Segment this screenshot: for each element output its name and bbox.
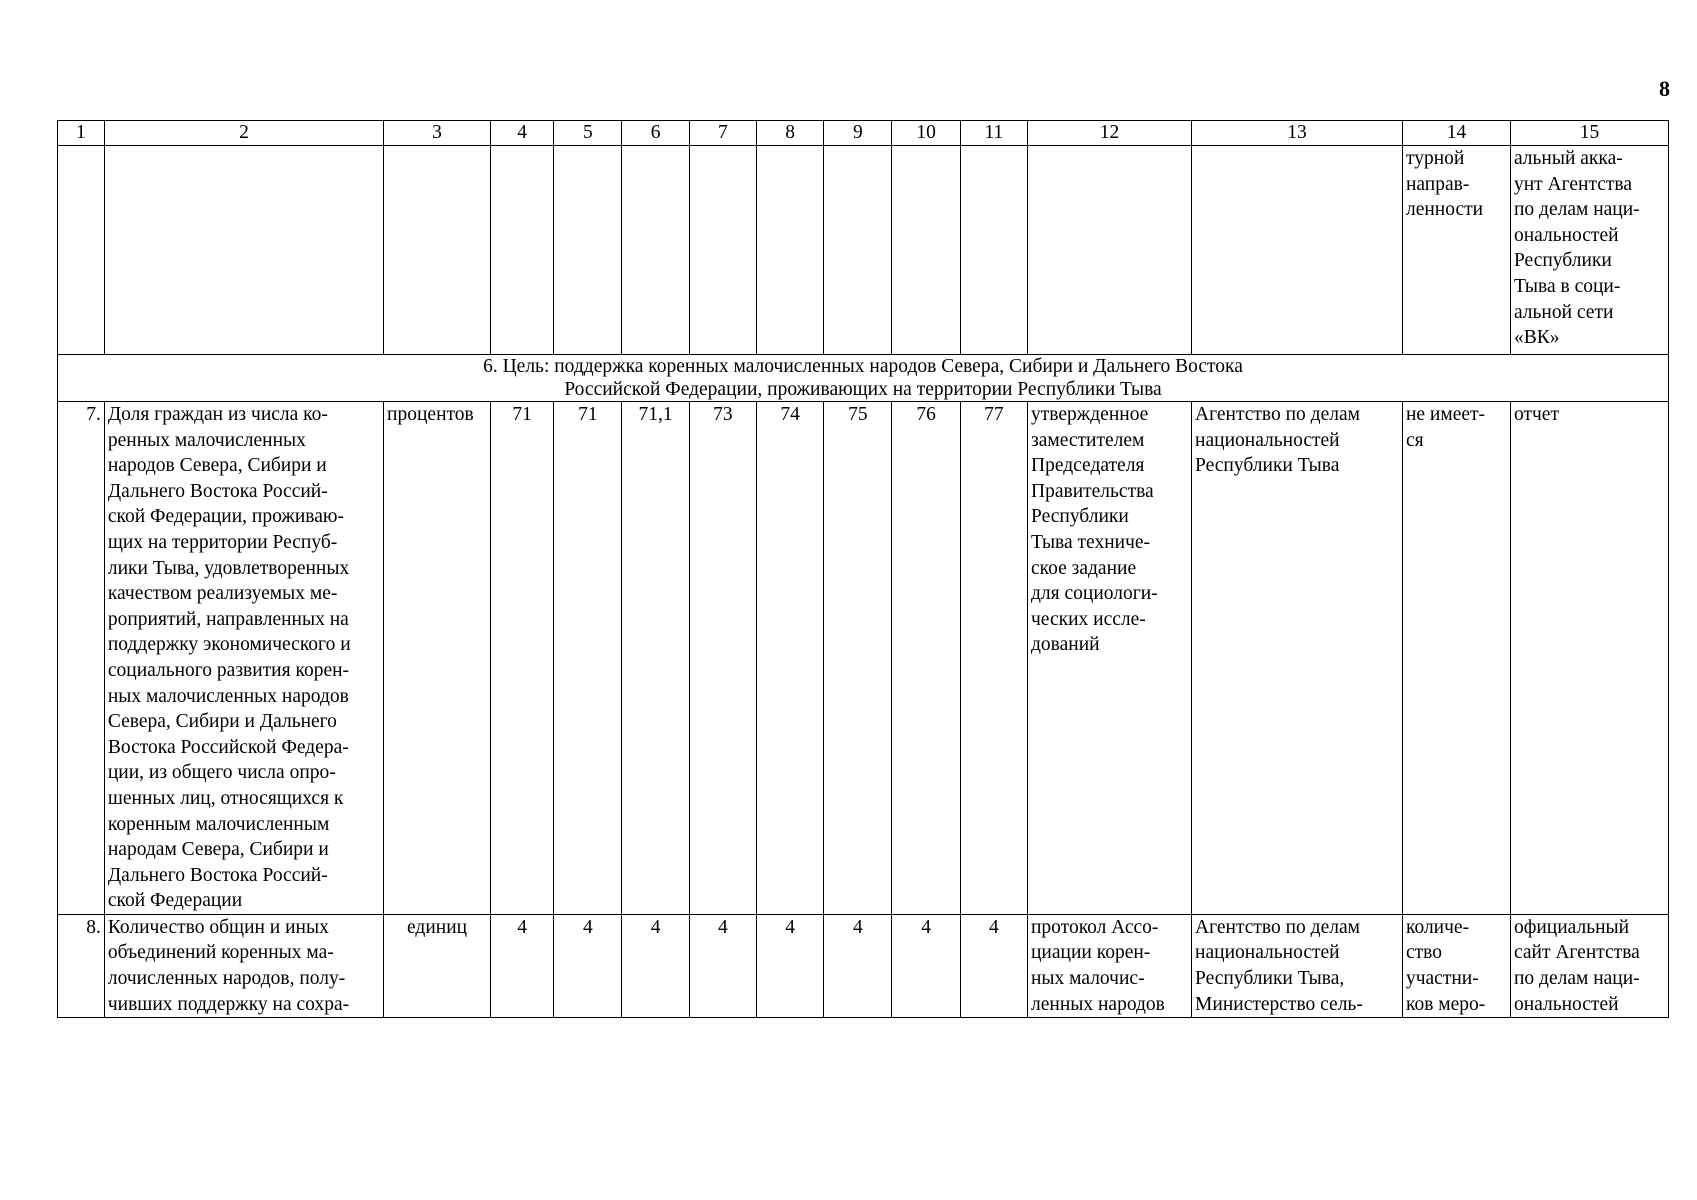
value-cell: 71 <box>554 402 622 915</box>
text-line: качеством реализуемых ме- <box>107 583 338 605</box>
value-cell: 4 <box>491 914 554 1017</box>
text-line: ков меро- <box>1405 993 1486 1015</box>
empty-cell <box>960 146 1027 355</box>
text-line: заместителем <box>1031 429 1145 451</box>
text-line: ство <box>1405 942 1442 964</box>
value-cell: 4 <box>756 914 823 1017</box>
text-line: Республики <box>1513 250 1612 272</box>
text-line: по делам наци- <box>1513 968 1640 990</box>
text-line: Севера, Сибири и Дальнего <box>107 711 337 733</box>
value-cell: 77 <box>960 402 1027 915</box>
empty-cell <box>554 146 622 355</box>
header-cell: 10 <box>892 121 960 146</box>
text-line: альной сети <box>1513 301 1614 323</box>
continuation-col14-cell <box>1402 146 1510 355</box>
text-line: Доля граждан из числа ко- <box>107 404 328 425</box>
text-line: сайт Агентства <box>1513 942 1640 964</box>
header-cell: 9 <box>824 121 892 146</box>
text-line: для социологи- <box>1031 583 1158 605</box>
table-row <box>58 402 1669 915</box>
value-cell: 74 <box>756 402 823 915</box>
text-line: Дальнего Востока Россий- <box>107 864 328 886</box>
text-line: национальностей <box>1195 942 1340 964</box>
empty-cell <box>491 146 554 355</box>
text-line: народам Севера, Сибири и <box>107 839 329 861</box>
text-line: унт Агентства <box>1513 173 1633 195</box>
header-cell: 14 <box>1402 121 1510 146</box>
row-number: 7. <box>58 402 105 915</box>
text-line: национальностей <box>1195 429 1340 451</box>
page-number: 8 <box>1659 76 1670 101</box>
text-line: Дальнего Востока Россий- <box>107 480 328 502</box>
empty-cell <box>892 146 960 355</box>
text-line: ции, из общего числа опро- <box>107 762 336 784</box>
text-line: чивших поддержку на сохра- <box>107 993 350 1015</box>
text-line: щих на территории Респуб- <box>107 531 338 553</box>
text-line: участни- <box>1405 968 1479 990</box>
continuation-col15-cell <box>1510 146 1668 355</box>
value-cell: 4 <box>689 914 756 1017</box>
header-cell: 5 <box>554 121 622 146</box>
text-line: ское задание <box>1031 557 1137 579</box>
text-line: Тыва техниче- <box>1031 531 1151 553</box>
text-line: Министерство сель- <box>1195 993 1363 1015</box>
unit-cell: процентов <box>384 402 491 915</box>
text-line: ской Федерации <box>107 890 243 912</box>
text-line: не имеет- <box>1405 404 1486 425</box>
text-line: протокол Ассо- <box>1031 916 1159 938</box>
text-line: ональностей <box>1513 993 1619 1015</box>
goal-heading <box>58 355 1669 402</box>
text-line: турной <box>1405 148 1465 169</box>
text-line: ся <box>1405 429 1424 451</box>
header-cell: 15 <box>1510 121 1668 146</box>
text-line: Тыва в соци- <box>1513 275 1621 297</box>
source-doc-cell <box>1028 402 1192 915</box>
text-line: дований <box>1031 634 1100 656</box>
text-line: Агентство по делам <box>1195 404 1360 425</box>
text-line: ональностей <box>1513 224 1619 246</box>
empty-cell <box>1028 146 1192 355</box>
col14-cell <box>1402 914 1510 1017</box>
text-line: коренным малочисленным <box>107 813 330 835</box>
responsible-cell <box>1192 914 1403 1017</box>
empty-cell <box>104 146 383 355</box>
text-line: Количество общин и иных <box>107 916 329 938</box>
text-line: Председателя <box>1031 455 1145 477</box>
text-line: объединений коренных ма- <box>107 942 334 964</box>
empty-cell <box>756 146 823 355</box>
header-cell: 4 <box>491 121 554 146</box>
text-line: циации корен- <box>1031 942 1151 964</box>
unit-cell: единиц <box>384 914 491 1017</box>
text-line: по делам наци- <box>1513 199 1640 221</box>
col15-cell <box>1510 914 1668 1017</box>
text-line: Республики <box>1031 506 1129 528</box>
text-line: официальный <box>1513 916 1630 938</box>
table-row <box>58 914 1669 1017</box>
text-line: утвержденное <box>1031 404 1149 425</box>
text-line: ренных малочисленных <box>107 429 306 451</box>
header-cell: 11 <box>960 121 1027 146</box>
value-cell: 71 <box>491 402 554 915</box>
text-line: ской Федерации, проживаю- <box>107 506 344 528</box>
text-line: социального развития корен- <box>107 659 350 681</box>
empty-cell <box>622 146 689 355</box>
header-cell: 3 <box>384 121 491 146</box>
header-cell: 13 <box>1192 121 1403 146</box>
text-line: ленности <box>1405 199 1484 221</box>
text-line: альный акка- <box>1513 148 1623 169</box>
responsible-cell <box>1192 402 1403 915</box>
text-line: ных малочисленных народов <box>107 685 349 707</box>
header-cell: 1 <box>58 121 105 146</box>
header-cell: 8 <box>756 121 823 146</box>
col15-cell <box>1510 402 1668 915</box>
value-cell: 4 <box>824 914 892 1017</box>
source-doc-cell <box>1028 914 1192 1017</box>
text-line: народов Севера, Сибири и <box>107 455 327 477</box>
value-cell: 75 <box>824 402 892 915</box>
indicator-name-cell <box>104 914 383 1017</box>
header-cell: 12 <box>1028 121 1192 146</box>
text-line: ных малочис- <box>1031 968 1145 990</box>
value-cell: 76 <box>892 402 960 915</box>
empty-cell <box>58 146 105 355</box>
text-line: Востока Российской Федера- <box>107 736 349 758</box>
text-line: роприятий, направленных на <box>107 608 349 630</box>
value-cell: 71,1 <box>622 402 689 915</box>
text-line: Республики Тыва, <box>1195 968 1345 990</box>
goal-line: 6. Цель: поддержка коренных малочисленных народов Севера, Сибири и Дальнего Востока <box>483 356 1243 377</box>
row-number: 8. <box>58 914 105 1017</box>
indicator-name-cell <box>104 402 383 915</box>
value-cell: 4 <box>622 914 689 1017</box>
text-line: лики Тыва, удовлетворенных <box>107 557 350 579</box>
text-line: отчет <box>1513 404 1559 425</box>
text-line: «ВК» <box>1513 327 1560 349</box>
text-line: лочисленных народов, полу- <box>107 968 346 990</box>
header-cell: 6 <box>622 121 689 146</box>
col14-cell <box>1402 402 1510 915</box>
value-cell: 4 <box>554 914 622 1017</box>
text-line: шенных лиц, относящихся к <box>107 787 344 809</box>
text-line: Правительства <box>1031 480 1154 502</box>
text-line: ленных народов <box>1031 993 1165 1015</box>
text-line: поддержку экономического и <box>107 634 351 656</box>
text-line: ческих иссле- <box>1031 608 1146 630</box>
value-cell: 4 <box>960 914 1027 1017</box>
indicators-table <box>57 120 1669 1018</box>
value-cell: 4 <box>892 914 960 1017</box>
value-cell: 73 <box>689 402 756 915</box>
empty-cell <box>1192 146 1403 355</box>
header-cell: 2 <box>104 121 383 146</box>
header-cell: 7 <box>689 121 756 146</box>
text-line: Агентство по делам <box>1195 916 1360 938</box>
empty-cell <box>824 146 892 355</box>
empty-cell <box>384 146 491 355</box>
goal-line: Российской Федерации, проживающих на территории Республики Тыва <box>564 379 1162 400</box>
empty-cell <box>689 146 756 355</box>
column-numbers-row <box>58 121 1669 146</box>
text-line: направ- <box>1405 173 1470 195</box>
text-line: количе- <box>1405 916 1470 938</box>
continuation-row <box>58 146 1669 355</box>
goal-section-row <box>58 355 1669 402</box>
text-line: Республики Тыва <box>1195 455 1340 477</box>
